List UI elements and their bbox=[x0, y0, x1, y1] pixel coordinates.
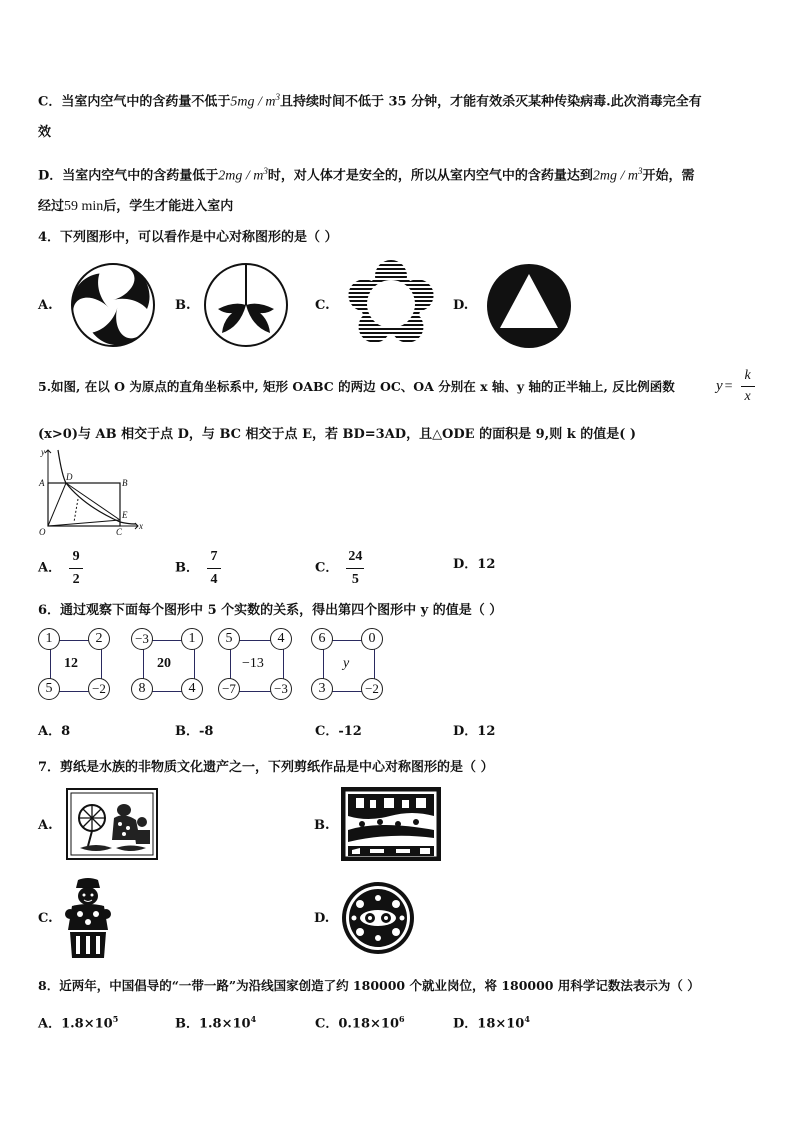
q8-option-b[interactable]: B．$1.8\times 10^4$ bbox=[175, 1014, 257, 1032]
q8-option-c[interactable]: C．$0.18\times 10^6$ bbox=[315, 1014, 405, 1032]
q6-box3-top-right: 4 bbox=[270, 628, 292, 650]
q7-option-a-label[interactable]: A. bbox=[38, 818, 53, 833]
q6-box2-center: 20 bbox=[157, 656, 171, 671]
q3-option-d: D．当室内空气中的含药量低于$2mg / m^3$时，对人体才是安全的，所以从室内空气中的含药量达到$2mg / m^3$开始，需 bbox=[38, 166, 695, 184]
graph-label-e: E bbox=[122, 510, 128, 520]
q5-option-c[interactable]: C． $\frac{24}{5}$ bbox=[315, 549, 363, 587]
q8-option-a[interactable]: A．$1.8\times 10^5$ bbox=[38, 1014, 119, 1032]
q6-option-c[interactable]: C．-12 bbox=[315, 724, 362, 739]
q6-box3-bottom-left: −7 bbox=[218, 678, 240, 700]
q3-option-d-cont: 经过59 min后，学生才能进入室内 bbox=[38, 199, 234, 214]
q8-stem: 8．近两年，中国倡导的“一带一路”为沿线国家创造了约 180000 个就业岗位，将 180000 用科学记数法表示为（ ） bbox=[38, 978, 700, 993]
q6-box4-bottom-left: 3 bbox=[311, 678, 333, 700]
q6-box1-top-left: 1 bbox=[38, 628, 60, 650]
q6-box2-bottom-right: 4 bbox=[181, 678, 203, 700]
q7-stem: 7．剪纸是水族的非物质文化遗产之一，下列剪纸作品是中心对称图形的是（ ） bbox=[38, 760, 494, 775]
q6-box1-bottom-right: −2 bbox=[88, 678, 110, 700]
graph-label-c: C bbox=[116, 527, 123, 536]
q6-option-d[interactable]: D．12 bbox=[453, 724, 496, 739]
q5-function-expression: y = $\frac{k}{x}$ bbox=[716, 368, 755, 405]
q5-stem-line2: (x>0)与 AB 相交于点 D，与 BC 相交于点 E，若 BD=3AD，且△ODE 的面积是 9,则 k 的值是( ) bbox=[38, 427, 637, 442]
q7-papercut-c-figure[interactable] bbox=[64, 878, 112, 960]
q6-box3-top-left: 5 bbox=[218, 628, 240, 650]
q4-figure-c-striped-flower[interactable] bbox=[343, 258, 439, 350]
graph-label-o: O bbox=[39, 527, 46, 536]
q5-option-a[interactable]: A． $\frac{9}{2}$ bbox=[38, 548, 83, 589]
q7-option-b-label[interactable]: B. bbox=[314, 818, 330, 833]
q6-box4-center: y bbox=[343, 656, 350, 671]
q7-papercut-d-round-pattern[interactable] bbox=[340, 880, 416, 956]
q4-option-a-label[interactable]: A. bbox=[38, 298, 53, 313]
q4-option-d-label[interactable]: D. bbox=[453, 298, 469, 313]
q3-option-c-cont: 效 bbox=[38, 125, 52, 140]
q8-option-d[interactable]: D．$18\times 10^4$ bbox=[453, 1014, 530, 1032]
q6-box1-top-right: 2 bbox=[88, 628, 110, 650]
q6-box1-bottom-left: 5 bbox=[38, 678, 60, 700]
q5-stem-line1: 5.如图, 在以 O 为原点的直角坐标系中, 矩形 OABC 的两边 OC、OA 分别在 x 轴、y 轴的正半轴上, 反比例函数 bbox=[38, 379, 675, 394]
graph-label-x: x bbox=[139, 521, 143, 531]
q4-figure-d-triangle-in-circle[interactable] bbox=[485, 262, 573, 350]
q6-box3-center: −13 bbox=[242, 656, 264, 671]
q6-box4-bottom-right: −2 bbox=[361, 678, 383, 700]
q6-box-3 bbox=[218, 628, 298, 702]
graph-label-a: A bbox=[39, 478, 45, 488]
q6-box-2 bbox=[131, 628, 207, 702]
q4-figure-b-three-petals[interactable] bbox=[203, 262, 289, 348]
q6-box2-top-left: −3 bbox=[131, 628, 153, 650]
q7-papercut-a-fisherman[interactable] bbox=[66, 788, 158, 860]
q6-box2-top-right: 1 bbox=[181, 628, 203, 650]
q6-box-4 bbox=[311, 628, 387, 702]
q6-option-b[interactable]: B．-8 bbox=[175, 724, 214, 739]
q4-option-b-label[interactable]: B. bbox=[175, 298, 191, 313]
q3-option-c: C．当室内空气中的含药量不低于$5mg / m^3$且持续时间不低于 35 分钟，才能有效杀灭某种传染病毒.此次消毒完全有 bbox=[38, 92, 702, 110]
q7-papercut-b-village[interactable] bbox=[340, 786, 442, 862]
q5-coordinate-graph bbox=[36, 446, 146, 536]
q6-box-1 bbox=[38, 628, 114, 702]
graph-label-b: B bbox=[122, 478, 128, 488]
q7-option-d-label[interactable]: D. bbox=[314, 911, 330, 926]
q5-option-b[interactable]: B． $\frac{7}{4}$ bbox=[175, 548, 221, 589]
q5-option-d[interactable]: D．12 bbox=[453, 557, 496, 572]
q6-stem: 6．通过观察下面每个图形中 5 个实数的关系，得出第四个图形中 y 的值是（ ） bbox=[38, 603, 503, 618]
q6-option-a[interactable]: A．8 bbox=[38, 724, 71, 739]
q4-stem: 4．下列图形中，可以看作是中心对称图形的是（ ） bbox=[38, 230, 338, 245]
q7-option-c-label[interactable]: C. bbox=[38, 911, 53, 926]
q6-box2-bottom-left: 8 bbox=[131, 678, 153, 700]
q6-box3-bottom-right: −3 bbox=[270, 678, 292, 700]
graph-label-d: D bbox=[66, 472, 73, 482]
q6-box4-top-left: 6 bbox=[311, 628, 333, 650]
q6-box1-center: 12 bbox=[64, 656, 78, 671]
q6-box4-top-right: 0 bbox=[361, 628, 383, 650]
q4-figure-a-tomoe[interactable] bbox=[70, 262, 156, 348]
q4-option-c-label[interactable]: C. bbox=[315, 298, 330, 313]
graph-label-y: y bbox=[41, 447, 45, 457]
